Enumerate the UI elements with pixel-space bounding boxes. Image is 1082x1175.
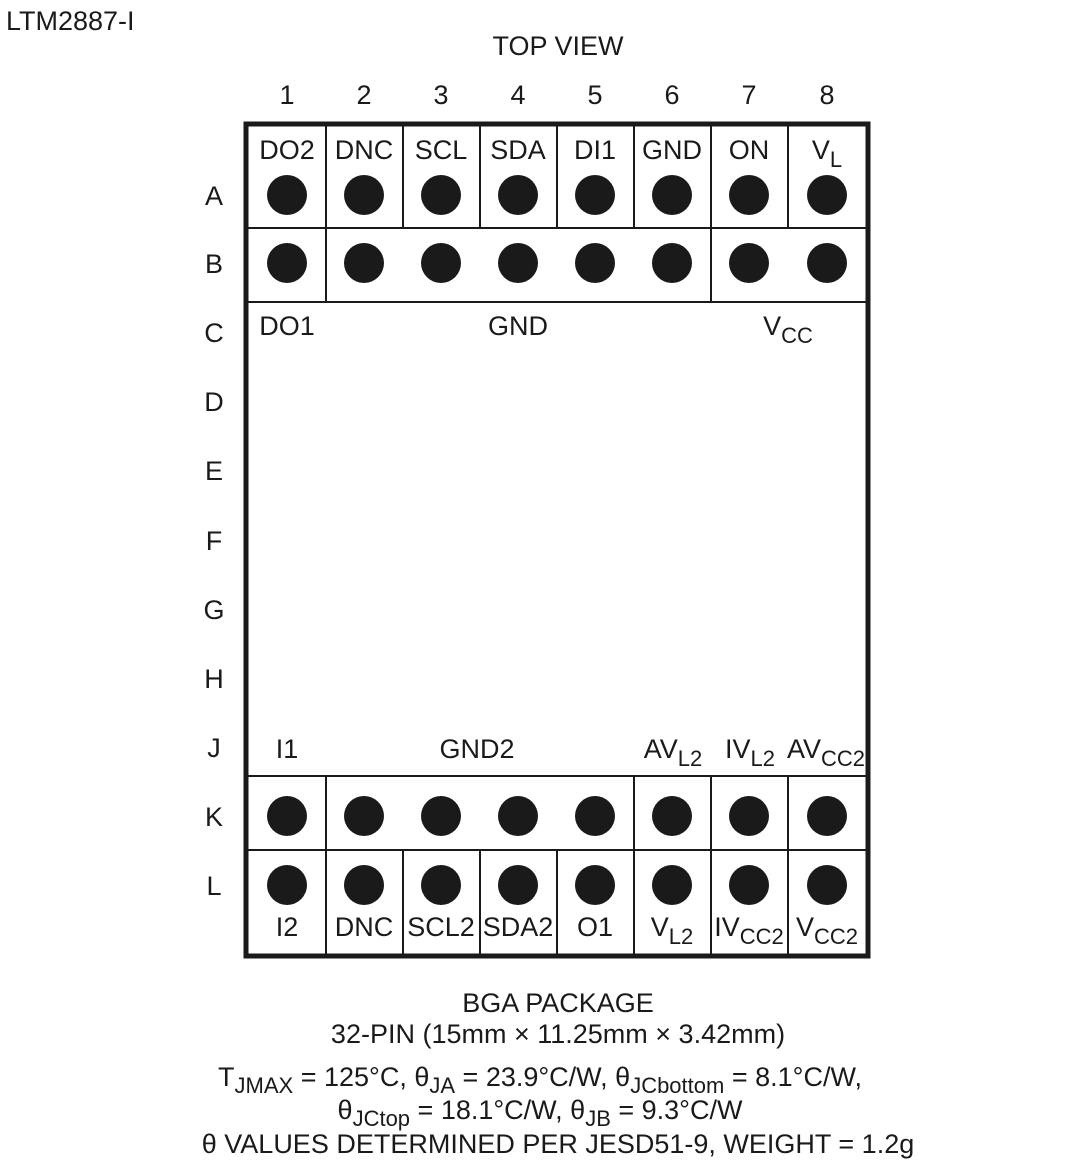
pin-group-label: I1 xyxy=(275,734,299,764)
pin-label: $V_L$ xyxy=(811,135,843,172)
solder-ball xyxy=(729,243,769,283)
solder-ball xyxy=(267,243,307,283)
package-type: BGA PACKAGE xyxy=(462,988,654,1018)
pin-group-label: $AV_{L2}$ xyxy=(643,734,703,771)
column-label: 1 xyxy=(279,80,295,110)
solder-ball xyxy=(421,243,461,283)
column-label: 7 xyxy=(741,80,757,110)
pin-label: GND xyxy=(642,135,702,165)
solder-ball xyxy=(344,796,384,836)
solder-ball xyxy=(575,243,615,283)
pin-label: DNC xyxy=(334,135,394,165)
solder-ball xyxy=(807,796,847,836)
package-info xyxy=(202,988,914,1159)
solder-ball xyxy=(267,796,307,836)
package-outline xyxy=(246,124,868,956)
pin-label: $IV_{CC2}$ xyxy=(714,912,784,949)
pin-label: DNC xyxy=(334,912,394,942)
solder-ball xyxy=(575,865,615,905)
view-label: TOP VIEW xyxy=(492,31,624,61)
pin-label: $V_{CC2}$ xyxy=(795,912,859,949)
pin-label: ON xyxy=(728,135,770,165)
row-labels xyxy=(203,181,224,901)
solder-ball xyxy=(575,175,615,215)
pin-group-label: $AV_{CC2}$ xyxy=(786,734,866,771)
solder-ball xyxy=(498,175,538,215)
row-label: G xyxy=(203,595,225,625)
pin-label: SDA2 xyxy=(482,912,554,942)
column-label: 4 xyxy=(510,80,526,110)
solder-ball xyxy=(421,796,461,836)
solder-ball xyxy=(344,865,384,905)
solder-ball xyxy=(729,175,769,215)
solder-ball xyxy=(652,865,692,905)
solder-ball xyxy=(729,796,769,836)
solder-ball xyxy=(652,243,692,283)
pin-group-label: $V_{CC}$ xyxy=(763,311,813,348)
row-label: F xyxy=(205,526,223,556)
solder-ball xyxy=(267,175,307,215)
jesd-weight-note: θ VALUES DETERMINED PER JESD51-9, WEIGHT = 1.2g xyxy=(201,1129,915,1159)
pin-label: SCL2 xyxy=(407,912,475,942)
pin-label: O1 xyxy=(576,912,614,942)
row-label: D xyxy=(204,387,224,417)
row-label: E xyxy=(204,456,224,486)
thermal-specs-line: $T_{JMAX} = 125^\circ C$, $\theta_{JA} = 23.9^\circ C/W$, $\theta_{JCbottom} = 8.1^\circ C/W$, xyxy=(218,1062,862,1098)
solder-ball xyxy=(807,175,847,215)
package-dimensions: 32-PIN (15mm × 11.25mm × 3.42mm) xyxy=(330,1019,786,1049)
row-label: H xyxy=(204,664,224,694)
solder-ball xyxy=(498,865,538,905)
solder-ball xyxy=(344,243,384,283)
pin-group-label: $IV_{L2}$ xyxy=(725,734,775,771)
pin-group-label: GND xyxy=(488,311,548,341)
solder-ball xyxy=(807,243,847,283)
solder-ball xyxy=(421,175,461,215)
solder-ball xyxy=(652,175,692,215)
pin-label: SCL xyxy=(414,135,468,165)
cell-dividers xyxy=(246,124,868,956)
solder-ball xyxy=(729,865,769,905)
row-label: A xyxy=(204,181,224,211)
solder-ball xyxy=(344,175,384,215)
solder-ball xyxy=(652,796,692,836)
row-label: K xyxy=(204,802,224,832)
column-label: 3 xyxy=(433,80,449,110)
column-label: 5 xyxy=(587,80,603,110)
thermal-specs-line: $\theta_{JCtop} = 18.1^\circ C/W$, $\theta_{JB} = 9.3^\circ C/W$ xyxy=(337,1095,743,1131)
row-label: L xyxy=(206,871,222,901)
solder-ball xyxy=(498,243,538,283)
column-label: 8 xyxy=(819,80,835,110)
column-labels xyxy=(279,80,834,110)
pin-label: $V_{L2}$ xyxy=(650,912,694,949)
row-label: C xyxy=(204,318,224,348)
solder-balls xyxy=(267,175,847,905)
pin-label: DI1 xyxy=(573,135,617,165)
column-label: 6 xyxy=(664,80,680,110)
part-number: LTM2887-I xyxy=(6,6,135,36)
solder-ball xyxy=(807,865,847,905)
row-label: J xyxy=(207,733,221,763)
pin-label: I2 xyxy=(275,912,299,942)
column-label: 2 xyxy=(356,80,372,110)
pin-group-label: GND2 xyxy=(439,734,515,764)
pin-group-label: DO1 xyxy=(259,311,315,341)
solder-ball xyxy=(267,865,307,905)
pin-label: DO2 xyxy=(259,135,315,165)
solder-ball xyxy=(421,865,461,905)
pin-label: SDA xyxy=(490,135,546,165)
row-label: B xyxy=(204,249,224,279)
solder-ball xyxy=(498,796,538,836)
solder-ball xyxy=(575,796,615,836)
